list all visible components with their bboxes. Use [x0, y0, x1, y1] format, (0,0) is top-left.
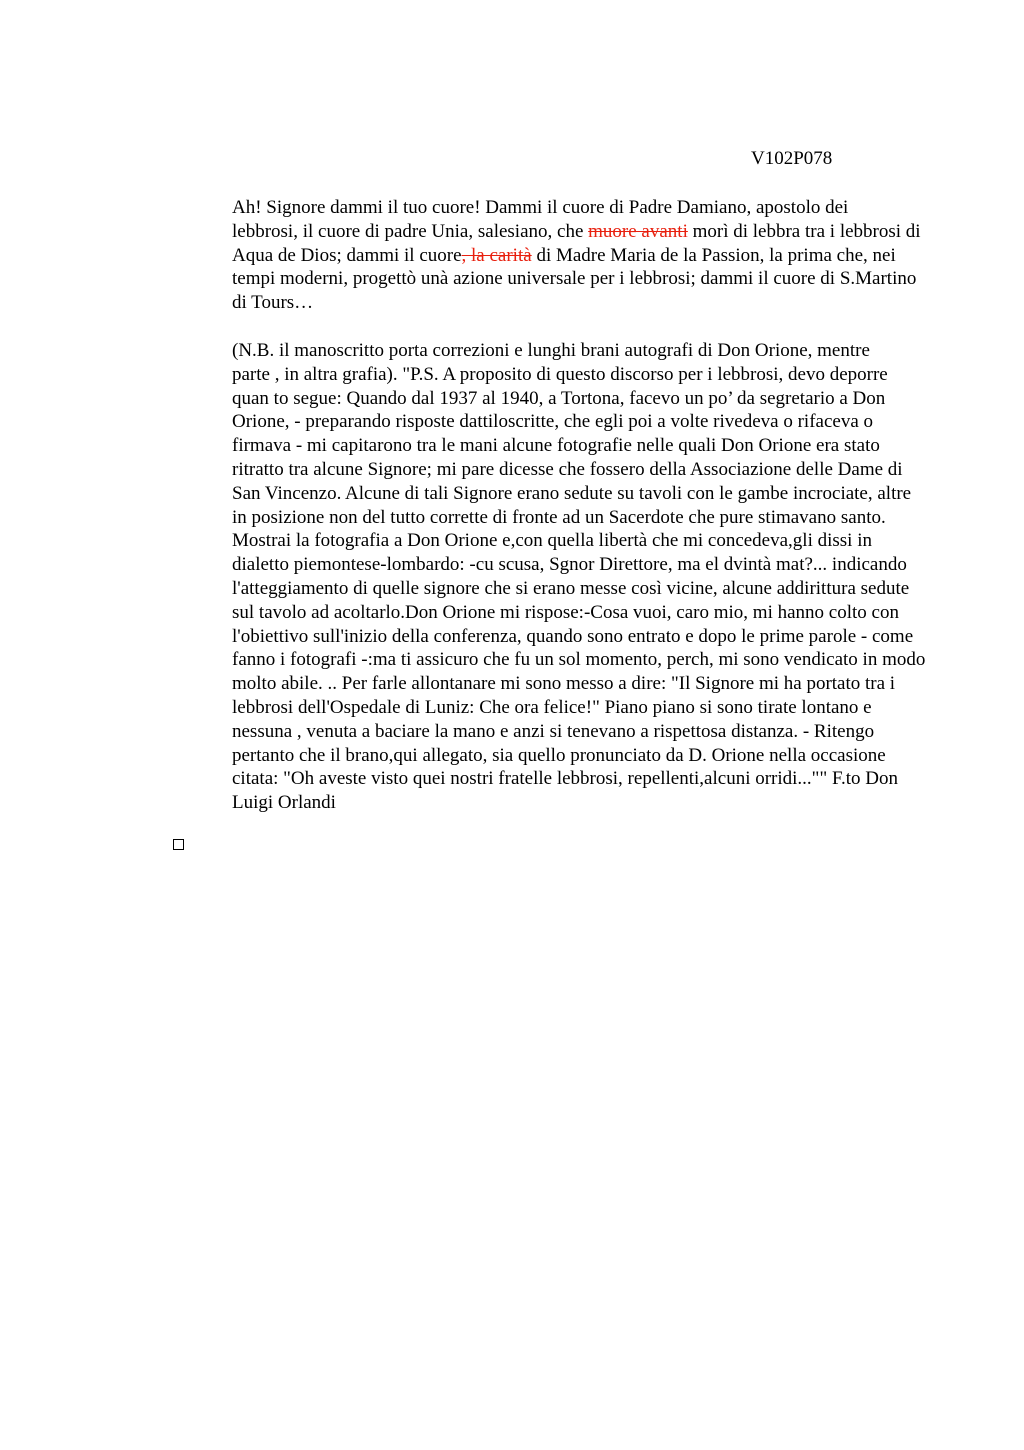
- text-line: [171, 791, 928, 815]
- text-line: [171, 648, 928, 672]
- text-line: [171, 220, 928, 244]
- text-span: morì di lebbra tra i lebbrosi di: [687, 220, 921, 242]
- text-span: sul tavolo ad acoltarlo.Don Orione mi rispose:-Cosa vuoi, caro mio, mi hanno colto con: [232, 601, 899, 623]
- text-line: [171, 410, 928, 434]
- text-span: tempi moderni, progettò unà azione universale per i lebbrosi; dammi il cuore di S.Martino: [232, 268, 917, 290]
- text-line: [171, 387, 928, 411]
- text-line: [171, 434, 928, 458]
- text-span: (N.B. il manoscritto porta correzioni e lunghi brani autografi di Don Orione, mentre: [232, 339, 870, 361]
- text-line: [171, 577, 928, 601]
- empty-square-icon: [173, 839, 184, 850]
- paragraph-note: [171, 339, 928, 815]
- text-line: [171, 458, 928, 482]
- text-line: [171, 529, 928, 553]
- text-line: [171, 506, 928, 530]
- strikethrough-correction: muore avanti: [588, 220, 688, 242]
- text-span: quan to segue: Quando dal 1937 al 1940, a Tortona, facevo un po’ da segretario a Don: [232, 387, 886, 409]
- text-span: l'atteggiamento di quelle signore che si erano messe così vicine, alcune addirittura sedute: [232, 577, 910, 599]
- text-span: firmava - mi capitarono tra le mani alcune fotografie nelle quali Don Orione era stato: [232, 435, 880, 457]
- document-body: [171, 196, 928, 815]
- text-span: Orione, - preparando risposte dattiloscritte, che egli poi a volte rivedeva o rifaceva o: [232, 411, 873, 433]
- text-line: [171, 482, 928, 506]
- text-span: ritratto tra alcune Signore; mi pare dicesse che fossero della Associazione delle Dame di: [232, 458, 903, 480]
- text-line: [171, 696, 928, 720]
- text-span: Aqua de Dios; dammi il cuore: [232, 244, 462, 266]
- text-line: [171, 720, 928, 744]
- text-span: nessuna , venuta a baciare la mano e anzi si tenevano a rispettosa distanza. - Ritengo: [232, 720, 875, 742]
- text-span: fanno i fotografi -:ma ti assicuro che fu un sol momento, perch, mi sono vendicato in modo: [232, 649, 926, 671]
- text-span: l'obiettivo sull'inizio della conferenza, quando sono entrato e dopo le prime parole - come: [232, 625, 914, 647]
- text-span: citata: "Oh aveste visto quei nostri fratelle lebbrosi, repellenti,alcuni orridi..."" F.to Don: [232, 768, 898, 790]
- paragraph-prayer: [171, 196, 928, 315]
- text-line: [171, 363, 928, 387]
- text-span: in posizione non del tutto corrette di fronte ad un Sacerdote che pure stimavano santo.: [232, 506, 886, 528]
- text-line: [171, 339, 928, 363]
- text-line: [171, 553, 928, 577]
- text-span: parte , in altra grafia). "P.S. A proposito di questo discorso per i lebbrosi, devo deporre: [232, 363, 888, 385]
- text-line: [171, 672, 928, 696]
- text-line: [171, 291, 928, 315]
- text-span: Ah! Signore dammi il tuo cuore! Dammi il cuore di Padre Damiano, apostolo dei: [232, 197, 849, 218]
- text-line: [171, 767, 928, 791]
- text-span: pertanto che il brano,qui allegato, sia quello pronunciato da D. Orione nella occasione: [232, 744, 886, 766]
- text-line: [171, 244, 928, 268]
- text-span: dialetto piemontese-lombardo: -cu scusa, Sgnor Direttore, ma el dvintà mat?... indicando: [232, 554, 907, 576]
- text-span: di Madre Maria de la Passion, la prima che, nei: [531, 244, 896, 266]
- text-line: [171, 625, 928, 649]
- text-span: San Vincenzo. Alcune di tali Signore erano sedute su tavoli con le gambe incrociate, altre: [232, 482, 912, 504]
- text-line: [171, 196, 928, 220]
- text-span: Luigi Orlandi: [232, 792, 336, 814]
- text-span: di Tours…: [232, 292, 314, 314]
- text-span: lebbrosi, il cuore di padre Unia, salesiano, che: [232, 220, 589, 242]
- strikethrough-correction: , la carità: [461, 244, 532, 266]
- text-line: [171, 267, 928, 291]
- text-line: [171, 744, 928, 768]
- text-line: [171, 601, 928, 625]
- text-span: molto abile. .. Per farle allontanare mi sono messo a dire: "Il Signore mi ha portato tra i: [232, 673, 896, 695]
- text-span: Mostrai la fotografia a Don Orione e,con quella libertà che mi concedeva,gli dissi in: [232, 530, 872, 552]
- text-span: lebbrosi dell'Ospedale di Luniz: Che ora felice!" Piano piano si sono tirate lontano e: [232, 696, 872, 718]
- document-id: V102P078: [751, 148, 833, 169]
